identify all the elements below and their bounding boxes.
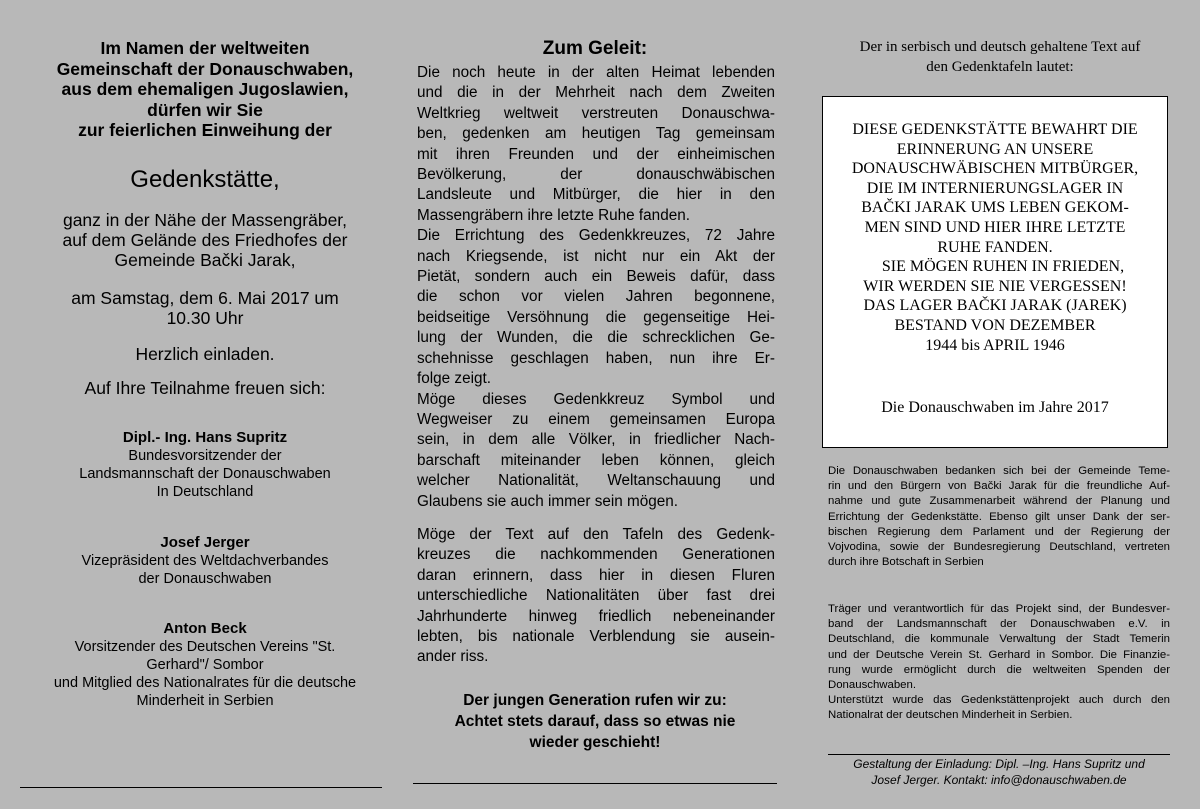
text-line: Donauschwaben. xyxy=(828,679,917,692)
heading-line: Der in serbisch und deutsch gehaltene Text auf xyxy=(859,39,1141,55)
date-line: am Samstag, dem 6. Mai 2017 um xyxy=(71,288,339,308)
text-line: durch ihre Botschaft in Serbien xyxy=(828,556,984,569)
text-line: Jahrhunderte hinweg friedlich nebeneinander xyxy=(417,607,775,625)
host-role xyxy=(20,552,390,588)
plaque-heading xyxy=(800,37,1200,77)
foreword-column xyxy=(400,0,790,809)
host-name: Josef Jerger xyxy=(160,534,250,551)
host-name: Dipl.- Ing. Hans Supritz xyxy=(122,429,288,446)
text-line: nahme und gute Zusammenarbeit während der Planung und xyxy=(828,495,1170,508)
role-line: und Mitglied des Nationalrates für die deutsche xyxy=(53,675,357,691)
intro-line: zur feierlichen Einweihung der xyxy=(78,120,332,140)
foreword-paragraph-4 xyxy=(417,525,775,668)
plaque-line: DAS LAGER BAČKI JARAK (JAREK) xyxy=(863,297,1127,315)
host-beck xyxy=(20,619,390,710)
text-line: Träger und verantwortlich für das Projekt sind, der Bundesver- xyxy=(828,603,1170,615)
credit-line: Gestaltung der Einladung: Dipl. –Ing. Hans Supritz und xyxy=(853,757,1145,771)
text-line: Deutschland, die kommunale Verwaltung der Stadt Temerin xyxy=(828,633,1170,646)
location-line: ganz in der Nähe der Massengräber, xyxy=(62,210,348,230)
memorial-title: Gedenkstätte, xyxy=(130,166,280,193)
plaque-signature: Die Donauschwaben im Jahre 2017 xyxy=(881,399,1109,416)
text-line: schehnisse geschlagen haben, nun ihre Er- xyxy=(417,349,775,367)
text-line: Pietät, sondern auch ein Beweis dafür, dass xyxy=(417,268,775,286)
text-line: band der Landsmannschaft der Donauschwaben e.V. in xyxy=(828,618,1170,631)
plaque-line: DIE IM INTERNIERUNGSLAGER IN xyxy=(866,179,1124,197)
text-line: Landsleute und Mitbürger, die hier in den xyxy=(417,186,775,204)
text-line: Massengräbern ihre letzte Ruhe fanden. xyxy=(417,206,690,224)
role-line: Vizepräsident des Weltdachverbandes xyxy=(81,553,329,569)
text-line: mit ihren Freunden und der einheimischen xyxy=(417,145,775,163)
role-line: Vorsitzender des Deutschen Vereins "St. xyxy=(74,639,336,655)
role-line: Bundesvorsitzender der xyxy=(128,448,282,464)
text-line: beidseitige Versöhnung die gegenseitige Hei- xyxy=(417,308,775,326)
foreword-paragraph-1 xyxy=(417,63,775,512)
hosts-intro: Auf Ihre Teilnahme freuen sich: xyxy=(84,378,326,398)
plaque-line: DONAUSCHWÄBISCHEN MITBÜRGER, xyxy=(851,160,1139,178)
text-line: sein, in dem alle Völker, in friedlicher Nach- xyxy=(417,431,775,449)
text-line: und die in der Mehrheit nach dem Zweiten xyxy=(417,84,775,102)
location-line: auf dem Gelände des Friedhofes der xyxy=(62,230,348,250)
plaque-line: BAČKI JARAK UMS LEBEN GEKOM- xyxy=(861,199,1129,217)
divider-line xyxy=(828,754,1170,755)
role-line: Gerhard"/ Sombor xyxy=(146,657,264,673)
text-line: bischen Regierung dem Parlament und der Regierung der xyxy=(828,525,1170,538)
text-line: Vojvodina, sowie der Bundesregierung Deutschland, vertreten xyxy=(828,541,1170,554)
invitation-column xyxy=(0,0,400,809)
text-line: barschaft miteinander leben können, gleich xyxy=(417,451,775,469)
role-line: der Donauschwaben xyxy=(138,571,272,587)
credit-line: Josef Jerger. Kontakt: info@donauschwaben.de xyxy=(871,772,1127,787)
text-line: und der Deutsche Verein St. Gerhard in Sombor. Die Finanzie- xyxy=(828,648,1170,661)
plaque-line: SIE MÖGEN RUHEN IN FRIEDEN, xyxy=(865,258,1125,276)
text-line: welcher Nationalität, Weltanschauung und xyxy=(417,472,775,490)
host-role xyxy=(20,447,390,501)
plaque-line: MEN SIND UND HIER IHRE LETZTE xyxy=(864,218,1126,236)
appeal-line: Achtet stets darauf, dass so etwas nie xyxy=(454,713,736,730)
divider-line xyxy=(20,787,382,788)
text-line: Möge der Text auf den Tafeln des Gedenk- xyxy=(417,526,775,543)
appeal-line: Der jungen Generation rufen wir zu: xyxy=(463,692,727,709)
text-line: Weltkrieg weltweit verstreuten Donauschwa- xyxy=(417,104,775,122)
divider-line xyxy=(413,783,777,784)
appeal-line: wieder geschieht! xyxy=(529,734,661,751)
plaque-inscription xyxy=(823,120,1167,355)
text-line: ander riss. xyxy=(417,648,489,666)
text-line: Bevölkerung, der donauschwäbischen xyxy=(417,166,775,184)
text-line: lebten, bis nationale Verblendung sie ausein- xyxy=(417,628,775,646)
text-line: lung der Wunden, die die schrecklichen Ge- xyxy=(417,329,775,347)
appeal-text xyxy=(400,690,790,753)
foreword-title: Zum Geleit: xyxy=(542,38,648,59)
intro-line: aus dem ehemaligen Jugoslawien, xyxy=(61,79,349,99)
text-line: Glaubens sie auch immer sein mögen. xyxy=(417,492,679,510)
text-line: daran erinnern, dass hier in diesen Fluren xyxy=(417,566,775,584)
plaque-line: BESTAND VON DEZEMBER xyxy=(894,316,1096,334)
text-line: Die noch heute in der alten Heimat lebenden xyxy=(417,64,775,81)
date-line: 10.30 Uhr xyxy=(166,308,244,328)
location-text xyxy=(20,210,390,270)
text-line: Errichtung der Gedenkstätte. Ebenso gilt unser Dank der ser- xyxy=(828,510,1170,523)
heading-line: den Gedenktafeln lautet: xyxy=(926,59,1074,75)
plaque-line: ERINNERUNG AN UNSERE xyxy=(896,140,1094,158)
text-line: nach Kriegsende, ist nicht nur ein Akt der xyxy=(417,247,775,265)
host-jerger xyxy=(20,533,390,588)
text-line: Möge dieses Gedenkkreuz Symbol und xyxy=(417,390,775,408)
plaque-line: DIESE GEDENKSTÄTTE BEWAHRT DIE xyxy=(852,121,1138,138)
plaque-column xyxy=(800,0,1200,809)
plaque-box xyxy=(822,96,1168,448)
plaque-line: RUHE FANDEN. xyxy=(937,238,1053,256)
location-line: Gemeinde Bački Jarak, xyxy=(114,250,296,270)
text-line: Wegweiser zu einem gemeinsamen Europa xyxy=(417,410,775,428)
text-line: folge zeigt. xyxy=(417,370,491,388)
intro-line: Gemeinschaft der Donauschwaben, xyxy=(56,58,354,79)
plaque-line: 1944 bis APRIL 1946 xyxy=(925,336,1065,354)
text-line: unterschiedliche Nationalitäten über fast drei xyxy=(417,587,775,605)
event-date xyxy=(20,288,390,328)
role-line: Landsmannschaft der Donauschwaben xyxy=(79,466,331,482)
text-line: kreuzes die nachkommenden Generationen xyxy=(417,546,775,564)
thanks-text xyxy=(828,464,1170,570)
welcome-text: Herzlich einladen. xyxy=(135,344,275,364)
text-line: rung wurde ermöglicht durch die weltweiten Spenden der xyxy=(828,663,1170,676)
text-line: Nationalrat der deutschen Minderheit in Serbien. xyxy=(828,709,1073,722)
design-credit xyxy=(828,757,1170,788)
invitation-intro xyxy=(20,38,390,141)
host-role xyxy=(20,638,390,710)
intro-line: Im Namen der weltweiten xyxy=(100,38,310,58)
host-name: Anton Beck xyxy=(163,620,247,637)
text-line: ben, gedenken am heutigen Tag gemeinsam xyxy=(417,125,775,143)
role-line: In Deutschland xyxy=(156,484,254,500)
intro-line: dürfen wir Sie xyxy=(147,99,263,120)
role-line: Minderheit in Serbien xyxy=(136,693,274,709)
host-supritz xyxy=(20,428,390,501)
sponsors-text xyxy=(828,602,1170,724)
text-line: die schon vor vielen Jahren begonnene, xyxy=(417,288,775,306)
text-line: Unterstützt wurde das Gedenkstättenprojekt auch durch den xyxy=(828,694,1170,707)
text-line: rin und den Bürgern von Bački Jarak für die freundliche Auf- xyxy=(828,480,1170,493)
text-line: Die Donauschwaben bedanken sich bei der Gemeinde Teme- xyxy=(828,465,1170,477)
plaque-line: WIR WERDEN SIE NIE VERGESSEN! xyxy=(863,277,1127,295)
text-line: Die Errichtung des Gedenkkreuzes, 72 Jahre xyxy=(417,227,775,245)
